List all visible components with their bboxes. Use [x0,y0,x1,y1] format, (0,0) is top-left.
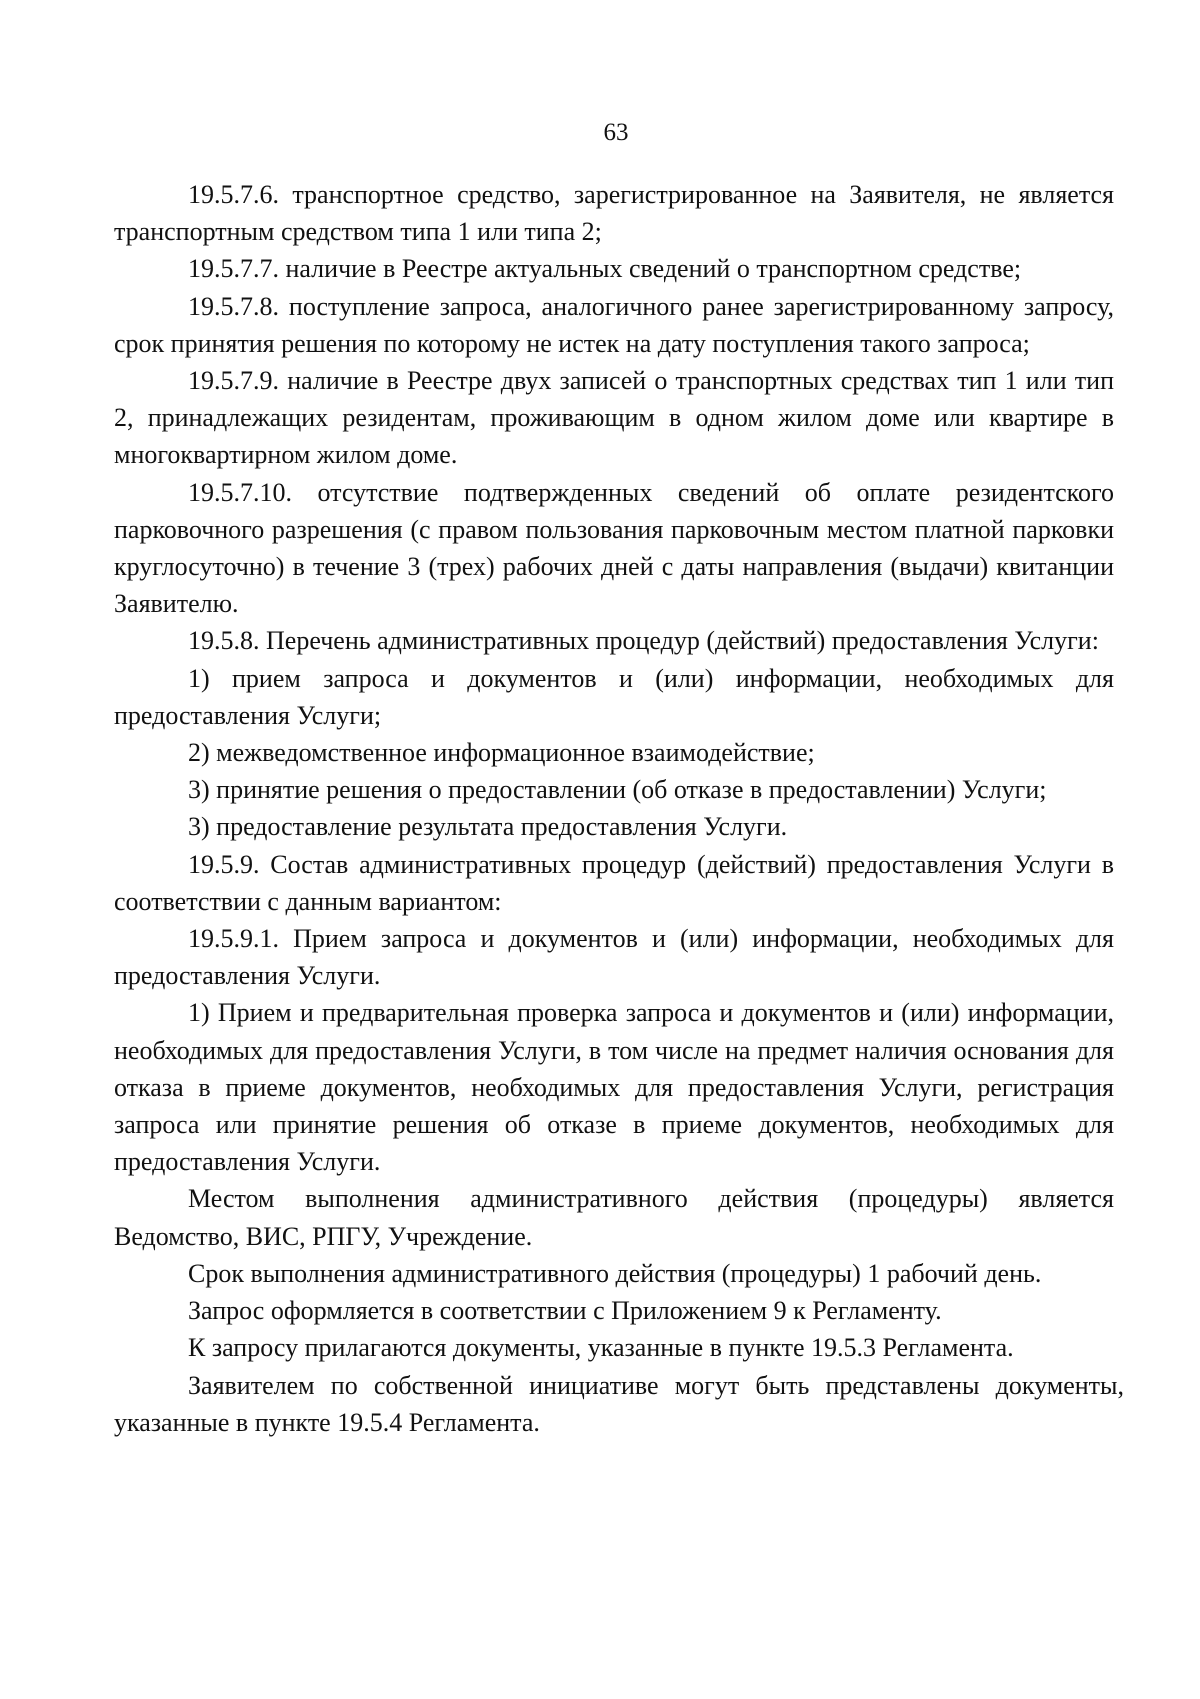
list-item-3-decision: 3) принятие решения о предоставлении (об отказе в предоставлении) Услуги; [188,775,1047,805]
paragraph-19-5-7-10: 19.5.7.10. отсутствие подтвержденных сведений об оплате резидентского парковочного разрешения (с правом пользования парковочным местом платной парковки круглосуточно) в течение 3 (трех) рабочих дней с даты направления (выдачи) квитанции Заявителю. [114,477,1114,619]
list-item-3-result: 3) предоставление результата предоставления Услуги. [188,812,788,842]
document-body [114,176,1124,1441]
paragraph-place: Местом выполнения административного действия (процедуры) является Ведомство, ВИС, РПГУ, Учреждение. [114,1184,1114,1251]
paragraph-19-5-7-6: 19.5.7.6. транспортное средство, зарегистрированное на Заявителя, не является транспортным средством типа 1 или типа 2; [114,180,1114,247]
page-number: 63 [603,119,629,146]
paragraph-procedure-1: 1) Прием и предварительная проверка запроса и документов и (или) информации, необходимых для предоставления Услуги, в том числе на предмет наличия основания для отказа в приеме документов, необходимых для предоставления Услуги, регистрация запроса или принятие решения об отказе в приеме документов, необходимых для предоставления Услуги. [114,998,1114,1177]
paragraph-19-5-9: 19.5.9. Состав административных процедур (действий) предоставления Услуги в соответствии с данным вариантом: [114,849,1114,916]
list-item-2: 2) межведомственное информационное взаимодействие; [188,738,815,768]
paragraph-request-form: Запрос оформляется в соответствии с Приложением 9 к Регламенту. [188,1296,942,1326]
list-item-1: 1) прием запроса и документов и (или) информации, необходимых для предоставления Услуги; [114,663,1114,730]
paragraph-19-5-7-7: 19.5.7.7. наличие в Реестре актуальных сведений о транспортном средстве; [188,254,1022,284]
paragraph-deadline: Срок выполнения административного действия (процедуры) 1 рабочий день. [188,1258,1042,1288]
paragraph-19-5-7-8: 19.5.7.8. поступление запроса, аналогичного ранее зарегистрированному запросу, срок принятия решения по которому не истек на дату поступления такого запроса; [114,291,1114,358]
paragraph-19-5-9-1: 19.5.9.1. Прием запроса и документов и (или) информации, необходимых для предоставления Услуги. [114,924,1114,991]
paragraph-optional-documents: Заявителем по собственной инициативе могут быть представлены документы, указанные в пункте 19.5.4 Регламента. [114,1370,1124,1437]
paragraph-19-5-8: 19.5.8. Перечень административных процедур (действий) предоставления Услуги: [188,626,1099,656]
paragraph-19-5-7-9: 19.5.7.9. наличие в Реестре двух записей о транспортных средствах тип 1 или тип 2, принадлежащих резидентам, проживающим в одном жилом доме или квартире в многоквартирном жилом доме. [114,366,1114,470]
paragraph-attachments: К запросу прилагаются документы, указанные в пункте 19.5.3 Регламента. [188,1333,1014,1363]
